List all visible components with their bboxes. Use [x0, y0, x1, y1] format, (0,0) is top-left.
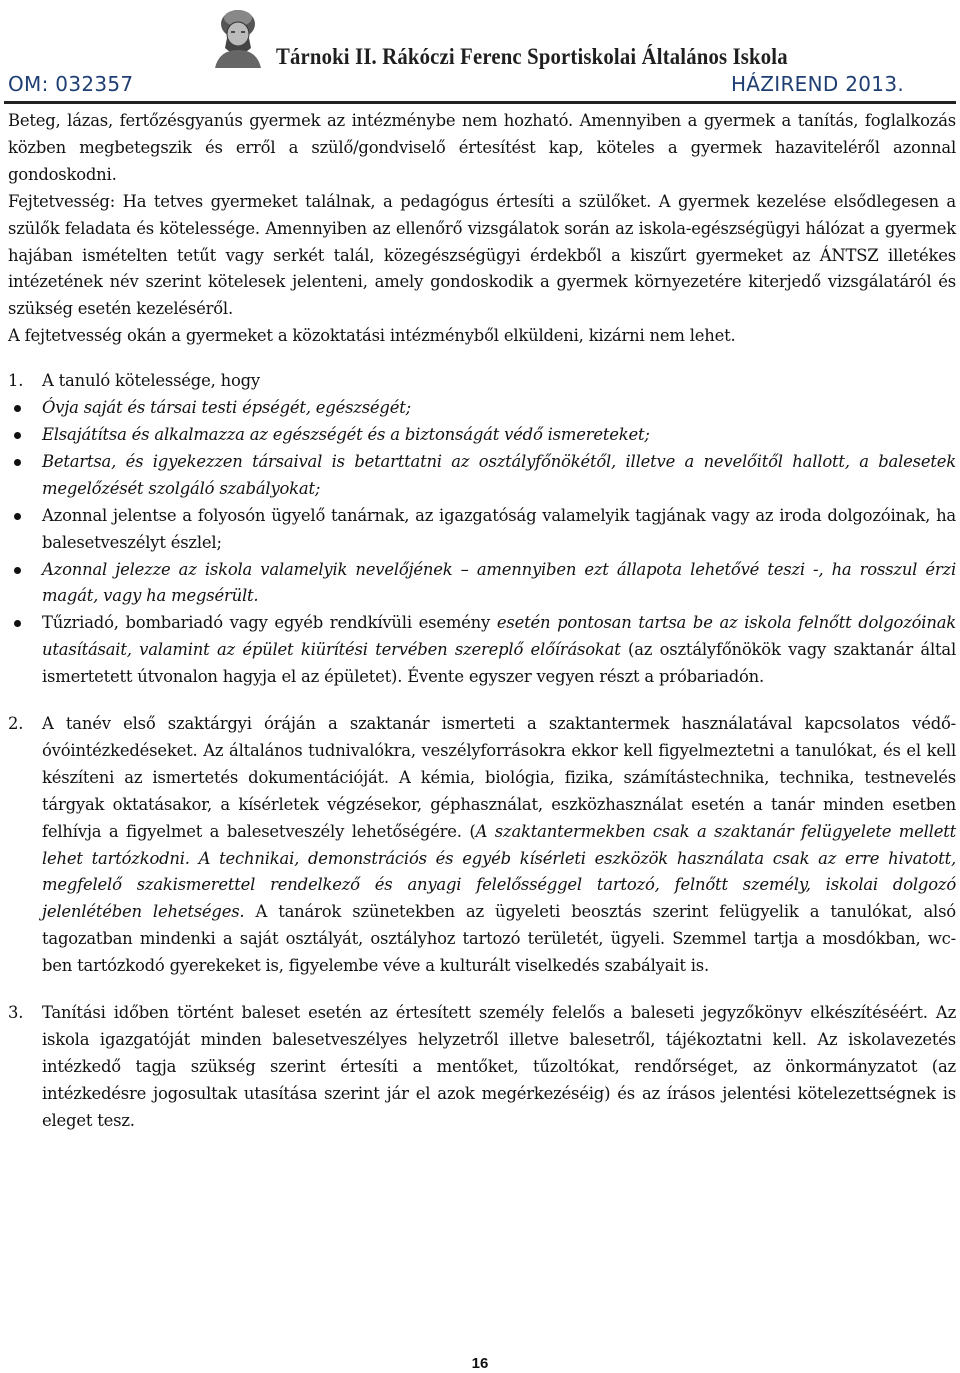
- page-number: 16: [471, 1355, 489, 1372]
- spacer: [8, 691, 956, 711]
- document-title: HÁZIREND 2013.: [730, 72, 904, 96]
- bullet-icon: [14, 567, 21, 574]
- spacer: [8, 350, 956, 368]
- om-code: OM: 032357: [8, 72, 134, 96]
- list-item: Tűzriadó, bombariadó vagy egyéb rendkívüli esemény esetén pontosan tartsa be az iskola felnőtt dolgozóinak utasításait, valamint az épület kiürítési tervében szereplő előírásokat (az osztályfőnökök vagy szaktanár által ismertetett útvonalon hagyja el az épületet). Évente egyszer vegyen részt a próbariadón.: [42, 610, 956, 691]
- school-name: Tárnoki II. Rákóczi Ferenc Sportiskolai Általános Iskola: [276, 44, 788, 69]
- intro-paragraph-exclusion: A fejtetvesség okán a gyermeket a közoktatási intézményből elküldeni, kizárni nem lehet.: [8, 326, 736, 346]
- section-number: 1.: [8, 371, 24, 391]
- page-header: [0, 0, 960, 104]
- header-rule: [4, 101, 956, 104]
- document-body: [8, 108, 956, 1135]
- section-1-heading: [8, 368, 956, 395]
- list-item: Elsajátítsa és alkalmazza az egészségét és a biztonságát védő ismereteket;: [42, 422, 956, 449]
- list-item: Óvja saját és társai testi épségét, egészségét;: [42, 395, 956, 422]
- spacer: [8, 980, 956, 1000]
- list-item: Azonnal jelentse a folyosón ügyelő tanárnak, az igazgatóság valamelyik tagjának vagy az iroda dolgozóinak, ha balesetveszélyt észlel;: [42, 503, 956, 557]
- intro-paragraph-illness: Beteg, lázas, fertőzésgyanús gyermek az intézménybe nem hozható. Amennyiben a gyermek a tanítás, foglalkozás közben megbetegszik és erről a szülő/gondviselő értesítést kap, köteles a gyermek hazaviteléről azonnal gondoskodni.: [8, 111, 956, 184]
- student-duties-list: [8, 395, 956, 691]
- section-number: 3.: [8, 1003, 24, 1023]
- section-heading-text: A tanuló kötelessége, hogy: [42, 371, 260, 391]
- intro-paragraph-lice: Fejtetvesség: Ha tetves gyermeket találnak, a pedagógus értesíti a szülőket. A gyermek kezelése elsődlegesen a szülők feladata és kötelessége. Amennyiben az ellenőrő vizsgálatok során az iskola-egészségügyi hálózat a gyermek hajában ismételten tetűt vagy serkét talál, közegészségügyi érdekből a kiszűrt gyermeket az ÁNTSZ illetékes intézetének név szerint kötelesek jelenteni, amely gondoskodik a gyermek környezetére kiterjedő vizsgálatáról és szükség esetén kezeléséről.: [8, 191, 956, 319]
- section-number: 2.: [8, 714, 24, 734]
- bullet-icon: [14, 620, 21, 627]
- bullet-icon: [14, 432, 21, 439]
- section-3: 3. Tanítási időben történt baleset esetén az értesített személy felelős a baleseti jegyzőkönyv elkészítéséért. Az iskola igazgatóját minden balesetveszélyes helyzetről illetve balesetről, tájékoztatni kell. Az iskolavezetés intézkedő tagja szükség szerint értesíti a mentőket, tűzoltókat, rendőrséget, az önkormányzatot (az intézkedésre jogosultak utasítása szerint jár el azok megérkezéséig) és az írásos jelentési kötelezettségnek is eleget tesz.: [8, 1000, 956, 1135]
- bullet-icon: [14, 405, 21, 412]
- school-founder-portrait-logo: [205, 4, 271, 68]
- section-2: 2. A tanév első szaktárgyi óráján a szaktanár ismerteti a szaktantermek használatával kapcsolatos védő-óvóintézkedéseket. Az általános tudnivalókra, veszélyforrásokra ekkor kell figyelmeztetni a tanulókat, és el kell készíteni az ismertetés dokumentációját. A kémia, biológia, fizika, számítástechnika, technika, testnevelés tárgyak oktatásakor, a kísérletek végzésekor, géphasználat, eszközhasználat esetén a tanár minden esetben felhívja a figyelmet a balesetveszély lehetőségére. (A szaktantermekben csak a szaktanár felügyelete mellett lehet tartózkodni. A technikai, demonstrációs és egyéb kísérleti eszközök használata csak az erre hivatott, megfelelő szakismerettel rendelkező és anyagi felelősséggel tartozó, felnőtt személy, iskolai dolgozó jelenlétében lehetséges. A tanárok szünetekben az ügyeleti beosztás szerint felügyelik a tanulókat, alsó tagozatban mindenki a saját osztályát, osztályhoz tartozó területét, ügyeli. Szemmel tartja a mosdókban, wc-ben tartózkodó gyerekeket is, figyelembe véve a kulturált viselkedés szabályait is.: [8, 711, 956, 980]
- list-item: Betartsa, és igyekezzen társaival is betarttatni az osztályfőnökétől, illetve a nevelőitől hallott, a balesetek megelőzését szolgáló szabályokat;: [42, 449, 956, 503]
- bullet-icon: [14, 513, 21, 520]
- bullet-icon: [14, 459, 21, 466]
- list-item: Azonnal jelezze az iskola valamelyik nevelőjének – amennyiben ezt állapota lehetővé teszi -, ha rosszul érzi magát, vagy ha megsérült.: [42, 557, 956, 611]
